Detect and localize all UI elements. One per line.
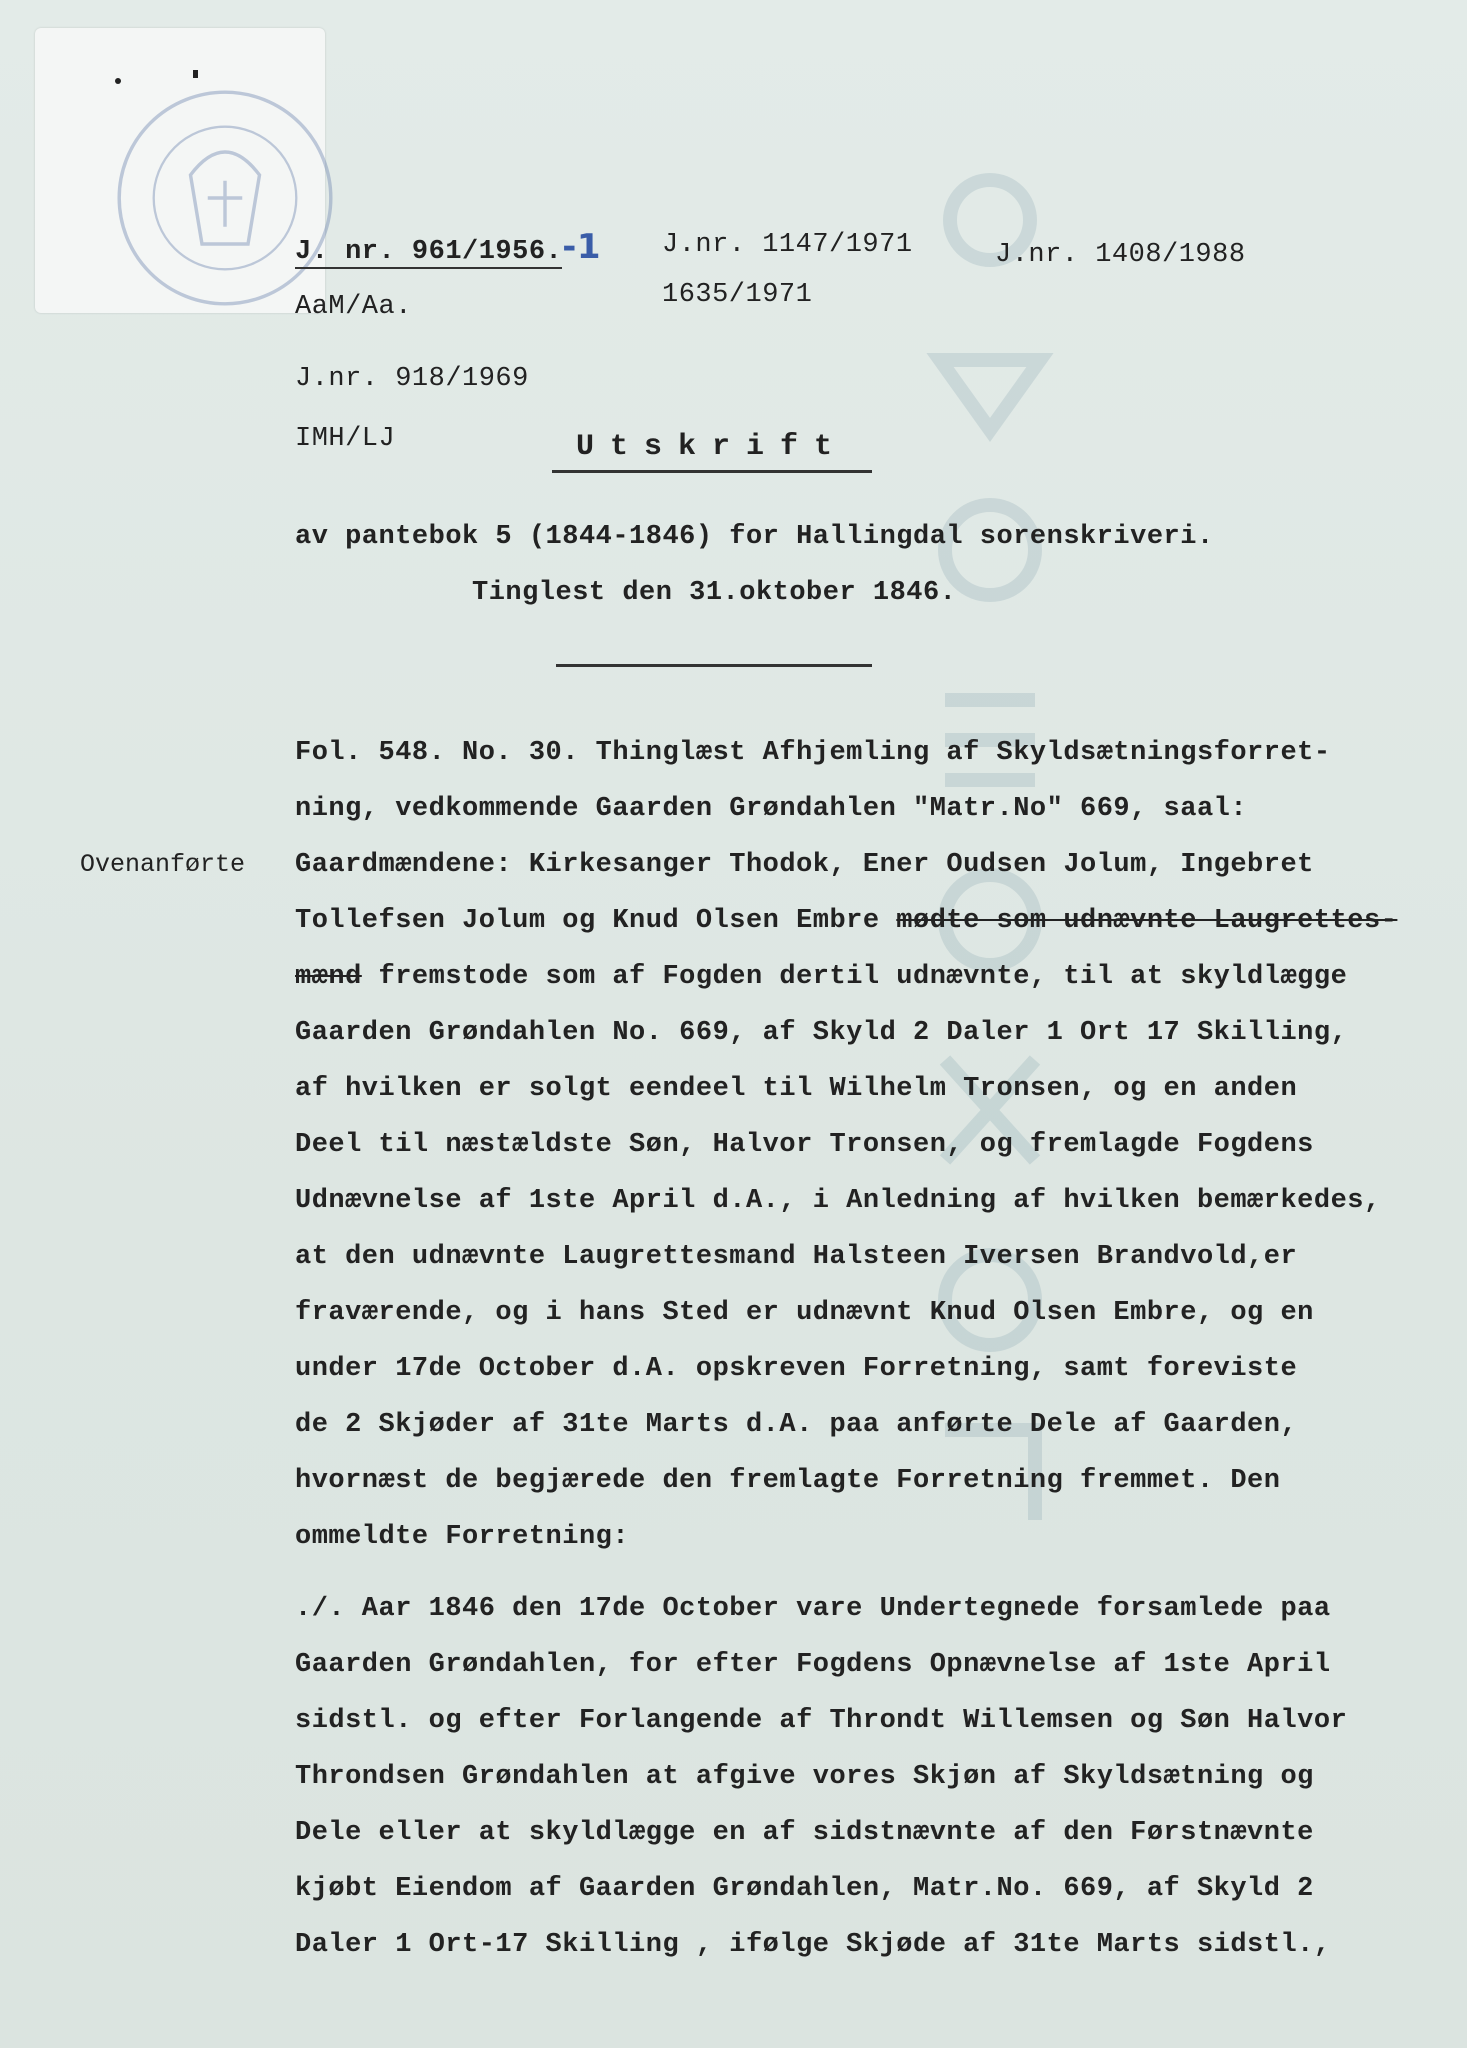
body-line: at den udnævnte Laugrettesmand Halsteen Iversen Brandvold,er <box>295 1242 1298 1272</box>
handwritten-suffix: -1 <box>562 227 602 267</box>
struck-text: mødte som udnævnte Laugrettes- <box>896 906 1398 936</box>
section-divider <box>556 664 872 667</box>
journal-number-3: J.nr. 1408/1988 <box>995 240 1246 270</box>
body-line: fraværende, og i hans Sted er udnævnt Knud Olsen Embre, og en <box>295 1298 1314 1328</box>
journal-number-2-extra: 1635/1971 <box>662 280 813 310</box>
body-line: ./. Aar 1846 den 17de October vare Undertegnede forsamlede paa <box>295 1594 1331 1624</box>
body-line: kjøbt Eiendom af Gaarden Grøndahlen, Matr.No. 669, af Skyld 2 <box>295 1874 1314 1904</box>
archive-stamp-label <box>35 28 325 313</box>
body-line: Deel til næstældste Søn, Halvor Tronsen, og fremlagde Fogdens <box>295 1130 1314 1160</box>
body-line: Gaarden Grøndahlen, for efter Fogdens Opnævnelse af 1ste April <box>295 1650 1331 1680</box>
body-line: Throndsen Grøndahlen at afgive vores Skjøn af Skyldsætning og <box>295 1762 1314 1792</box>
body-line: Dele eller at skyldlægge en af sidstnævnte af den Førstnævnte <box>295 1818 1314 1848</box>
body-line: de 2 Skjøder af 31te Marts d.A. paa anførte Dele af Gaarden, <box>295 1410 1298 1440</box>
body-line: ommeldte Forretning: <box>295 1522 630 1552</box>
subtitle-line-1: av pantebok 5 (1844-1846) for Hallingdal sorenskriveri. <box>295 522 1214 552</box>
journal-number-4: J.nr. 918/1969 <box>295 364 529 394</box>
journal-number-2: J.nr. 1147/1971 <box>662 230 913 260</box>
body-line: sidstl. og efter Forlangende af Throndt Willemsen og Søn Halvor <box>295 1706 1348 1736</box>
initials-1: AaM/Aa. <box>295 292 412 322</box>
body-line: Fol. 548. No. 30. Thinglæst Afhjemling af Skyldsætningsforret- <box>295 738 1331 768</box>
page-title: Utskrift <box>576 430 849 464</box>
body-line: under 17de October d.A. opskreven Forretning, samt foreviste <box>295 1354 1298 1384</box>
initials-2: IMH/LJ <box>295 424 396 454</box>
body-line: mænd fremstode som af Fogden dertil udnævnte, til at skyldlægge <box>295 962 1348 992</box>
body-line: Tollefsen Jolum og Knud Olsen Embre mødte som udnævnte Laugrettes- <box>295 906 1398 936</box>
body-line: ning, vedkommende Gaarden Grøndahlen "Matr.No" 669, saal: <box>295 794 1248 824</box>
title-underline <box>552 470 872 473</box>
margin-note: Ovenanførte <box>80 850 246 879</box>
body-line: hvornæst de begjærede den fremlagte Forretning fremmet. Den <box>295 1466 1281 1496</box>
subtitle-line-2: Tinglest den 31.oktober 1846. <box>472 578 957 608</box>
body-line: af hvilken er solgt eendeel til Wilhelm Tronsen, og en anden <box>295 1074 1298 1104</box>
body-line: Gaarden Grøndahlen No. 669, af Skyld 2 Daler 1 Ort 17 Skilling, <box>295 1018 1348 1048</box>
archive-seal-icon <box>110 83 340 313</box>
body-line: Udnævnelse af 1ste April d.A., i Anledning af hvilken bemærkedes, <box>295 1186 1381 1216</box>
struck-text: mænd <box>295 962 362 992</box>
body-line: Daler 1 Ort-17 Skilling , ifølge Skjøde af 31te Marts sidstl., <box>295 1930 1331 1960</box>
journal-number-1: J. nr. 961/1956.-1 <box>295 227 602 267</box>
body-line: Gaardmændene: Kirkesanger Thodok, Ener Oudsen Jolum, Ingebret <box>295 850 1314 880</box>
